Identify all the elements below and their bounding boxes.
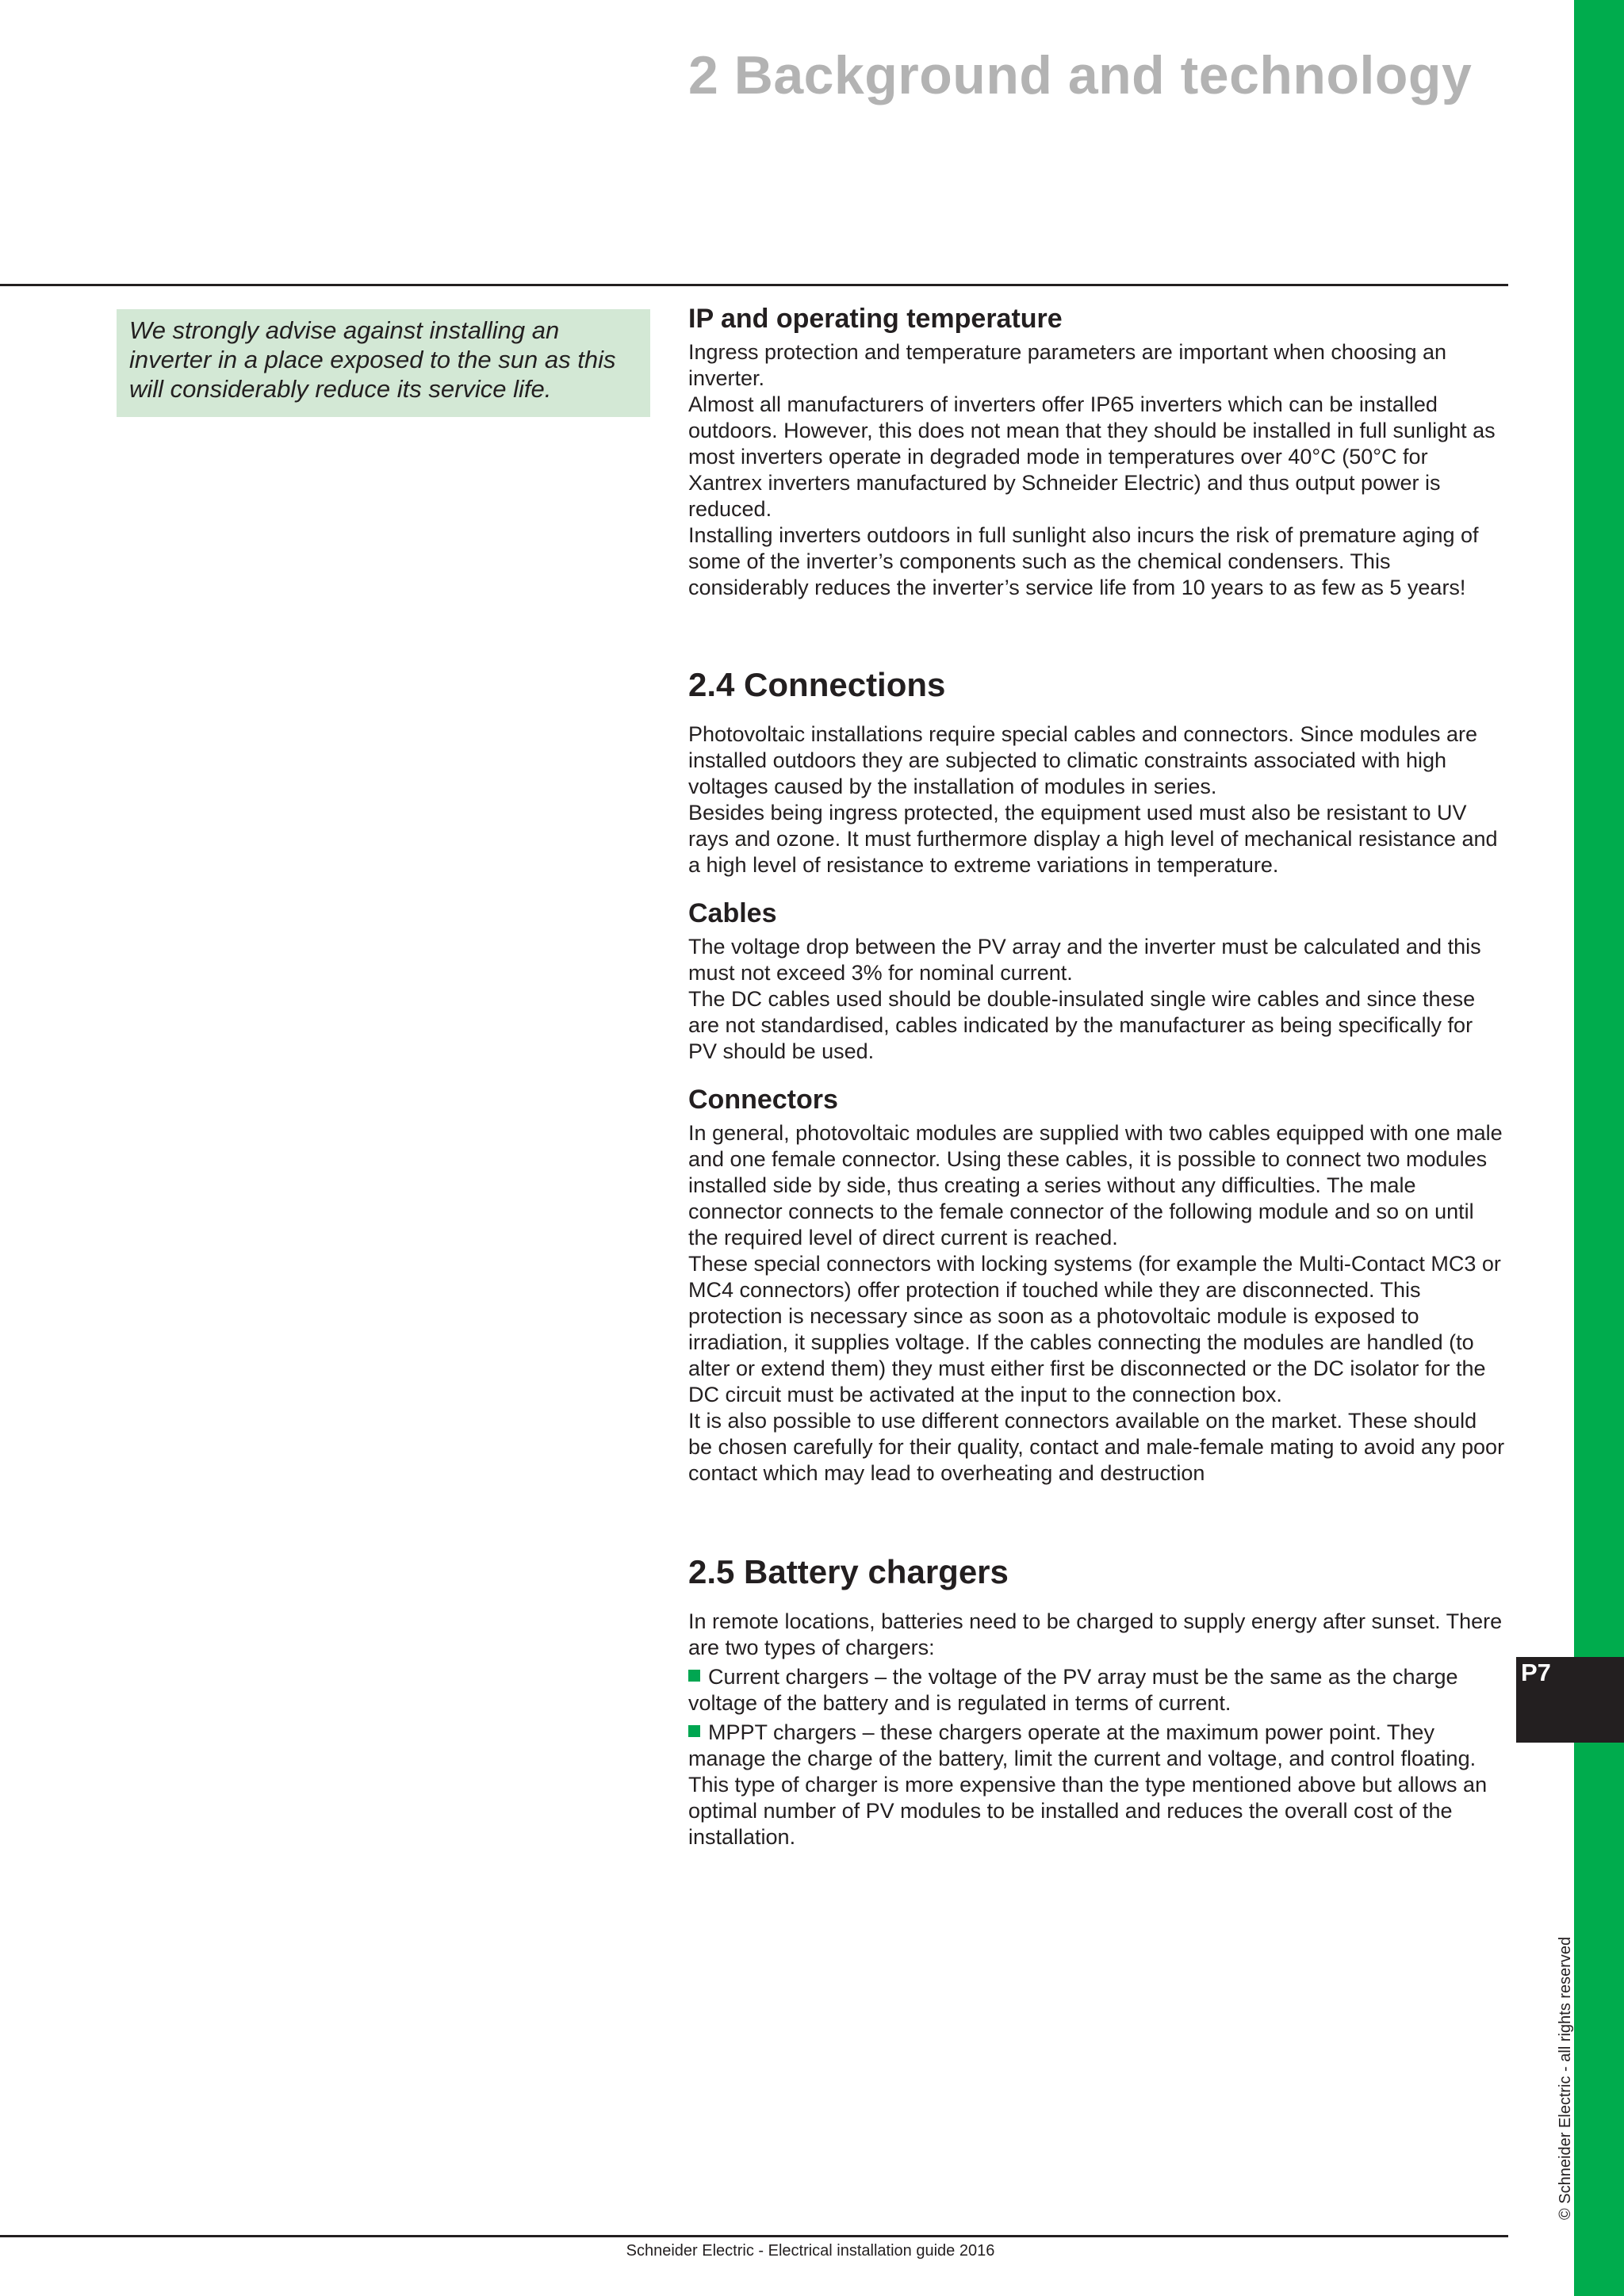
page-number-tab: P7 xyxy=(1516,1657,1624,1743)
connections-paragraph: Photovoltaic installations require special cables and connectors. Since modules are installed outdoors they are subjected to climatic constraints associated with high voltages caused by the installation of modules in series. xyxy=(688,722,1478,798)
header-divider xyxy=(0,284,1508,286)
ip-paragraph: Ingress protection and temperature parameters are important when choosing an inverter. xyxy=(688,340,1447,390)
main-content xyxy=(688,301,1505,1850)
cables-paragraph: The voltage drop between the PV array and the inverter must be calculated and this must not exceed 3% for nominal current. xyxy=(688,935,1481,985)
square-bullet-icon xyxy=(688,1725,700,1737)
sidebar-note: We strongly advise against installing an inverter in a place exposed to the sun as this will considerably reduce its service life. xyxy=(117,309,650,417)
battery-intro: In remote locations, batteries need to be charged to supply energy after sunset. There are two types of chargers: xyxy=(688,1609,1503,1659)
ip-paragraph: Installing inverters outdoors in full sunlight also incurs the risk of premature aging of some of the inverter’s components such as the chemical condensers. This considerably reduces the inverter’s service life from 10 years to as few as 5 years! xyxy=(688,523,1479,599)
cables-paragraph: The DC cables used should be double-insulated single wire cables and since these are not standardised, cables indicated by the manufacturer as being specifically for PV should be used. xyxy=(688,987,1476,1063)
footer xyxy=(0,2242,1624,2260)
footer-text: Schneider Electric - Electrical installation guide 2016 xyxy=(626,2242,995,2260)
ip-heading: IP and operating temperature xyxy=(688,304,1063,334)
side-accent-bar xyxy=(1574,0,1624,2296)
connections-heading: 2.4 Connections xyxy=(688,666,946,703)
bullet-text: Current chargers – the voltage of the PV array must be the same as the charge voltage of the battery and is regulated in terms of current. xyxy=(688,1665,1458,1715)
connectors-paragraph: In general, photovoltaic modules are supplied with two cables equipped with one male and one female connector. Using these cables, it is possible to connect two modules installed side by side, thus creating a series without any difficulties. The male connector connects to the female connector of the following module and so on until the required level of direct current is reached. xyxy=(688,1121,1503,1249)
bullet-text: MPPT chargers – these chargers operate at the maximum power point. They manage the charge of the battery, limit the current and voltage, and control floating. This type of charger is more expensive than the type mentioned above but allows an optimal number of PV modules to be installed and reduces the overall cost of the installation. xyxy=(688,1720,1488,1849)
battery-bullet-item xyxy=(688,1664,1505,1716)
connectors-paragraph: These special connectors with locking systems (for example the Multi-Contact MC3 or MC4 connectors) offer protection if touched while they are disconnected. This protection is necessary since as soon as a photovoltaic module is exposed to irradiation, it supplies voltage. If the cables connecting the modules are handled (to alter or extend them) they must either first be disconnected or the DC isolator for the DC circuit must be activated at the input to the connection box. xyxy=(688,1252,1501,1406)
copyright-notice: © Schneider Electric - all rights reserved xyxy=(1557,1936,1574,2220)
chapter-title: 2 Background and technology xyxy=(688,45,1473,105)
connections-paragraph: Besides being ingress protected, the equipment used must also be resistant to UV rays and ozone. It must furthermore display a high level of mechanical resistance and a high level of resistance to extreme variations in temperature. xyxy=(688,801,1498,877)
battery-bullet-item xyxy=(688,1720,1505,1850)
cables-heading: Cables xyxy=(688,898,777,928)
connectors-heading: Connectors xyxy=(688,1085,838,1115)
square-bullet-icon xyxy=(688,1670,700,1682)
footer-divider xyxy=(0,2235,1508,2237)
connectors-paragraph: It is also possible to use different connectors available on the market. These should be chosen carefully for their quality, contact and male-female mating to avoid any poor contact which may lead to overheating and destruction xyxy=(688,1409,1505,1485)
ip-paragraph: Almost all manufacturers of inverters offer IP65 inverters which can be installed outdoors. However, this does not mean that they should be installed in full sunlight as most inverters operate in degraded mode in temperatures over 40°C (50°C for Xantrex inverters manufactured by Schneider Electric) and thus output power is reduced. xyxy=(688,392,1496,521)
battery-heading: 2.5 Battery chargers xyxy=(688,1553,1009,1590)
